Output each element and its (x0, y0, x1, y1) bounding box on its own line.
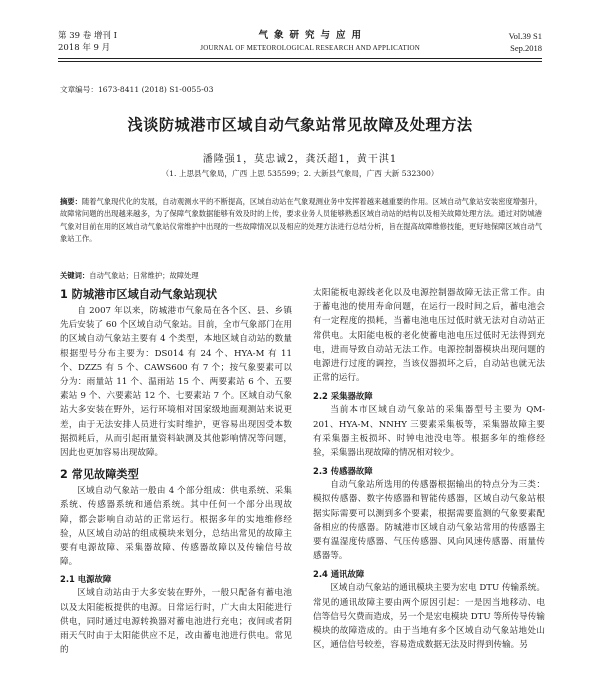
article-number: 文章编号：1673-8411 (2018) S1-0055-03 (60, 85, 214, 94)
abstract-text: 随着气象现代化的发展，自动观测水平的不断提高，区域自动站在气象观测业务中发挥着越来越重要的作用。区域自动气象站安装密度增强升，故障常问题的出现越来越多，为了保障气象数据能够有效及时的上传，要求业务人员能够熟悉区域自动站的结构以及相关故障处理方法。通过对防城港气象对目前在用的区域自动气象站仪常维护中出现的一些故障情况以及相应的处理方法进行总结分析，旨在提高故障维修技能，更好地保障区域自动气象站工作。 (60, 197, 543, 243)
header-volume-right: Vol.39 S1 (508, 31, 542, 41)
section-2-4-heading: 2.4 通讯故障 (313, 569, 365, 580)
abstract (60, 196, 542, 245)
section-2-paragraph: 区域自动气象站一般由 4 个部分组成：供电系统、采集系统、传感器系统和通信系统。其中任何一个部分出现故障，都会影响自动站的正常运行。根据多年的实地维修经验，从区域自动站的组成模块来划分，总结出常见的故障主要有电源故障、采集器故障、传感器故障以及传输信号故障。 (60, 486, 292, 568)
running-header (58, 30, 542, 54)
keywords (60, 271, 542, 281)
header-date-right: Sep.2018 (510, 43, 542, 53)
section-2-2-paragraph: 当前本市区域自动气象站的采集器型号主要为 QM-201、HYA-M、NNHY 三要素采集板等，采集器故障主要有采集器主板损坏、时钟电池没电等。根据多年的维修经验，采集器出现故障的情况相对较少。 (313, 405, 545, 459)
affiliation: （1. 上思县气象局，广西 上思 535599；2. 大新县气象局，广西 大新 532300） (161, 169, 439, 178)
header-date-left: 2018 年 9 月 (58, 43, 111, 53)
header-journal-en: JOURNAL OF METEOROLOGICAL RESEARCH AND APPLICATION (200, 44, 420, 52)
header-volume-left: 第 39 卷 增刊 I (58, 31, 117, 41)
header-rule-thin (58, 61, 542, 62)
section-2-2-heading: 2.2 采集器故障 (313, 391, 373, 402)
section-2-3-heading: 2.3 传感器故障 (313, 466, 373, 477)
section-1-heading: 1 防城港市区域自动气象站现状 (60, 288, 218, 301)
header-rule-thick (58, 58, 542, 59)
section-2-heading: 2 常见故障类型 (60, 468, 139, 482)
section-2-3-paragraph: 自动气象站所选用的传感器根据输出的特点分为三类：模拟传感器、数字传感器和智能传感器，区域自动气象站根据实际需要可以测到多个要素，根据需要监测的气象要素配备相应的传感器。防城港市区域自动气象站常用的传感器主要有温湿度传感器、气压传感器、风向风速传感器、雨量传感器等。 (313, 480, 545, 562)
paper-title: 浅谈防城港市区域自动气象站常见故障及处理方法 (127, 116, 473, 134)
right-column (313, 286, 545, 652)
left-column (60, 286, 292, 657)
keywords-text: 自动气象站；日常维护；故障处理 (89, 271, 199, 280)
section-2-1-heading: 2.1 电源故障 (60, 574, 112, 585)
header-journal-cn: 气象研究与应用 (258, 30, 368, 41)
continued-paragraph: 太阳能板电源线老化以及电源控制器故障无法正常工作。由于蓄电池的使用寿命问题，在运行一段时间之后，蓄电池会有一定程度的损耗，当蓄电池电压过低时就无法对自动站正常供电。太阳能电板的老化使蓄电池电压过低时无法得到充电，进而导致自动站无法工作。电源控制器模块出现问题的电源进行过度的调控，当该仪器损坏之后，自动站也就无法正常的运行。 (313, 288, 545, 384)
section-2-4-paragraph: 区域自动气象站的通讯模块主要为宏电 DTU 传输系统。常见的通讯故障主要由两个原因引起：一是因当地移动、电信等信号欠费而造成，另一个是宏电模块 DTU 等所传导传输模块的故障造成的。由于当地有多个区域自动气象站地处山区，通信信号较差，容易造成数据无法及时得到传输。另 (313, 583, 545, 651)
abstract-label: 摘要： (60, 197, 82, 206)
section-2-1-paragraph: 区域自动站由于大多安装在野外，一般只配备有蓄电池以及太阳能板提供的电源。日常运行时，广大由太阳能进行供电，同时通过电源转换器对蓄电池进行充电；夜间或者阴雨天气时由于太阳能供应不足，改由蓄电池进行供电。常见的 (60, 588, 292, 656)
keywords-label: 关键词： (60, 271, 90, 280)
section-1-paragraph: 自 2007 年以来，防城港市气象局在各个区、县、乡镇先后安装了 60 个区域自动气象站。目前，全市气象部门在用的区域自动气象站主要有 4 个类型，本地区域自动站的数量根据型号分布主要为：DS014 有 24 个、HYA-M 有 11 个、DZZ5 有 5 个、CAWS600 有 7 个；按气象要素可以分为：雨量站 11 个、温雨站 15 个、两要素站 6 个、五要素站 9 个、六要素站 12 个、七要素站 7 个。区域自动气象站大多安装在野外，运行环境相对国家级地面观测站来说更差，由于无法安排人员进行实时维护，更容易出现因受本数据损耗后，从而引起雨量资料缺测及其他影响情况等问题，因此也更加容易出现故障。 (60, 306, 292, 459)
author-list: 潘隆强1，莫忠诚2，龚沃超1，黄干淇1 (202, 154, 398, 165)
